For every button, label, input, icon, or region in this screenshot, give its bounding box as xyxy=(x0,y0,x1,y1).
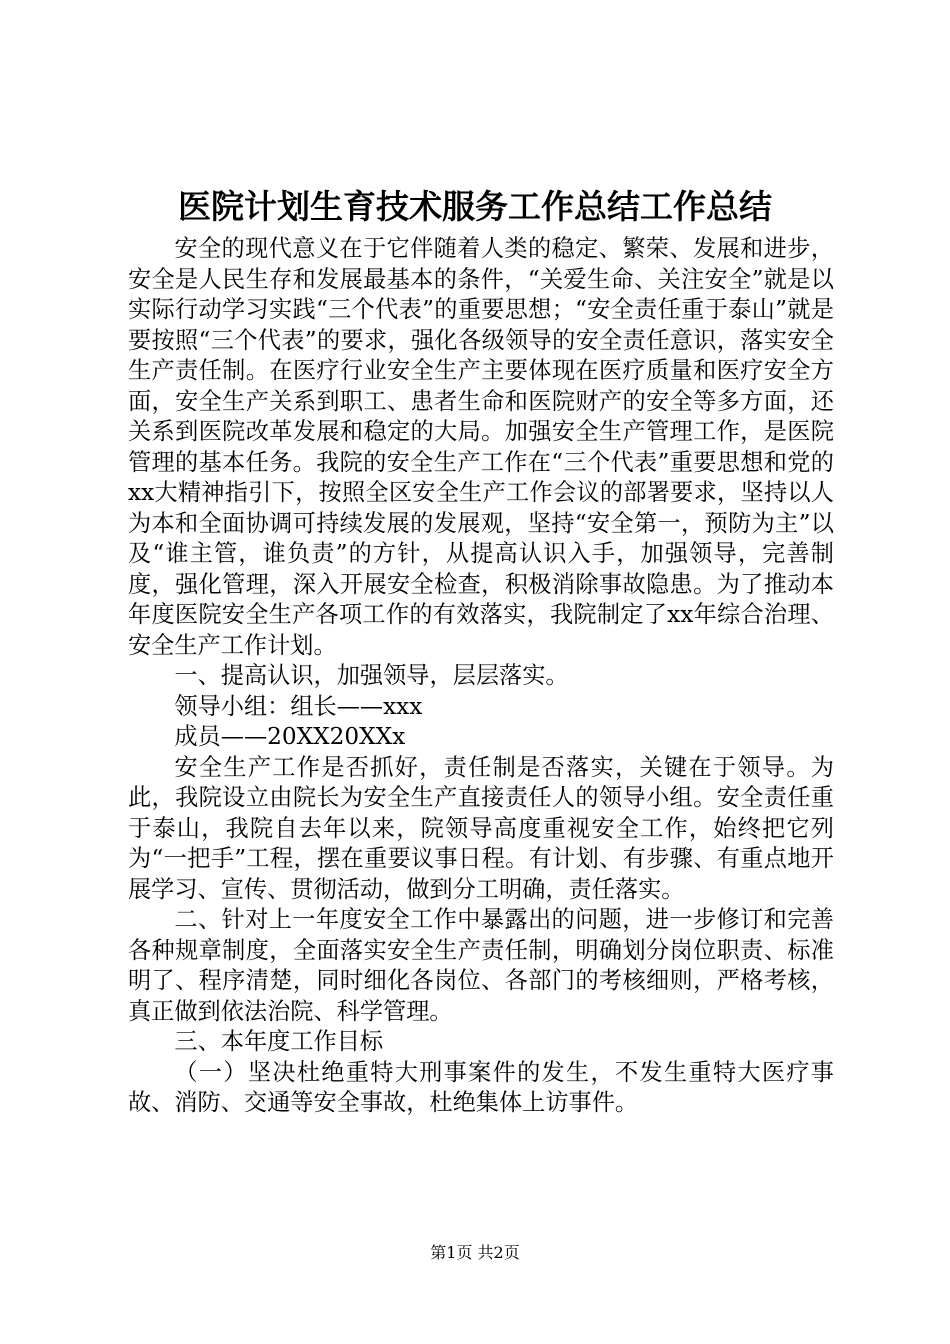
paragraph-responsibility: 安全生产工作是否抓好，责任制是否落实，关键在于领导。为此，我院设立由院长为安全生产直接责任人的领导小组。安全责任重于泰山，我院自去年以来，院领导高度重视安全工作，始终把它列为“一把手”工程，摆在重要议事日程。有计划、有步骤、有重点地开展学习、宣传、贯彻活动，做到分工明确，责任落实。 xyxy=(128,753,834,903)
section-heading-2: 二、针对上一年度安全工作中暴露出的问题，进一步修订和完善各种规章制度，全面落实安全生产责任制，明确划分岗位职责、标准明了、程序清楚，同时细化各岗位、各部门的考核细则，严格考核，真正做到依法治院、科学管理。 xyxy=(128,906,834,1025)
paragraph-intro: 安全的现代意义在于它伴随着人类的稳定、繁荣、发展和进步，安全是人民生存和发展最基本的条件，“关爱生命、关注安全”就是以实际行动学习实践“三个代表”的重要思想；“安全责任重于泰山”就是要按照“三个代表”的要求，强化各级领导的安全责任意识，落实安全生产责任制。在医疗行业安全生产主要体现在医疗质量和医疗安全方面，安全生产关系到职工、患者生命和医院财产的安全等多方面，还关系到医院改革发展和稳定的大局。加强安全生产管理工作，是医院管理的基本任务。我院的安全生产工作在“三个代表”重要思想和党的xx大精神指引下，按照全区安全生产工作会议的部署要求，坚持以人为本和全面协调可持续发展的发展观，坚持“安全第一，预防为主”以及“谁主管，谁负责”的方针，从提高认识入手，加强领导，完善制度，强化管理，深入开展安全检查，积极消除事故隐患。为了推动本年度医院安全生产各项工作的有效落实，我院制定了xx年综合治理、安全生产工作计划。 xyxy=(128,235,834,659)
document-title: 医院计划生育技术服务工作总结工作总结 xyxy=(178,187,772,226)
section-heading-1: 一、提高认识，加强领导，层层落实。 xyxy=(174,662,569,689)
leader-group-line: 领导小组：组长——xxx xyxy=(174,692,423,720)
document-body xyxy=(128,234,834,1119)
page-number-footer: 第1页 共2页 xyxy=(430,1243,520,1262)
goal-item-1: （一）坚决杜绝重特大刑事案件的发生，不发生重特大医疗事故、消防、交通等安全事故，杜绝集体上访事件。 xyxy=(128,1058,834,1116)
members-line: 成员——20XX20XXx xyxy=(174,723,406,750)
section-heading-3: 三、本年度工作目标 xyxy=(174,1028,384,1055)
